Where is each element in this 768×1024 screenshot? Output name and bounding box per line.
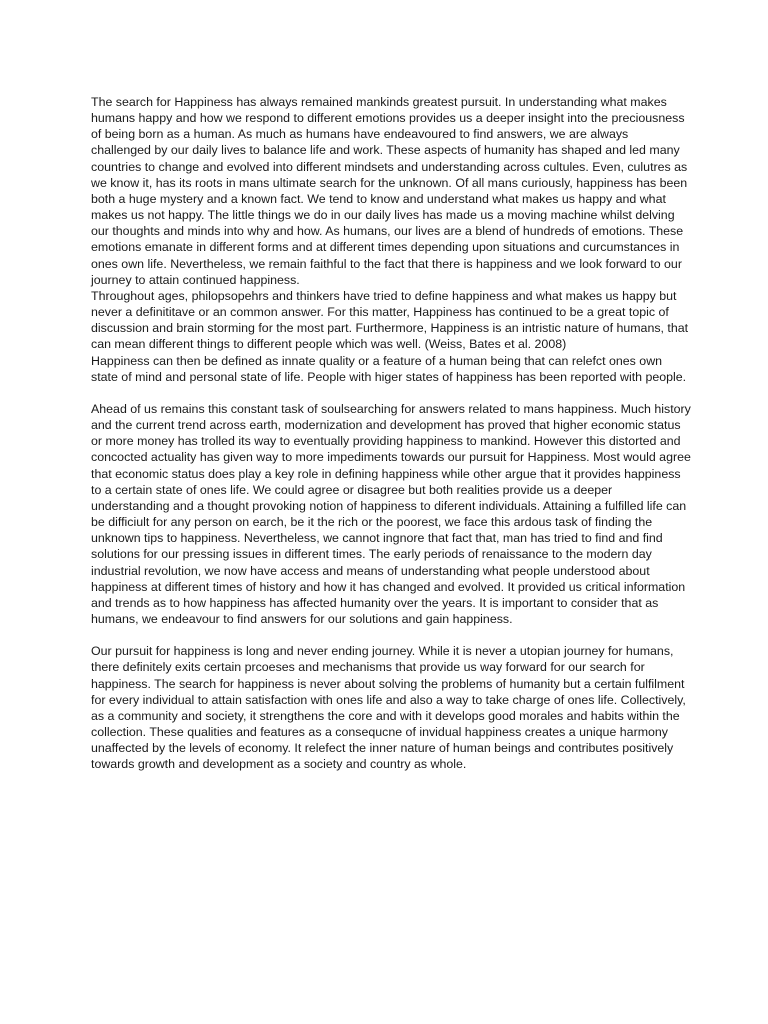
document-body (91, 94, 691, 773)
paragraph-spacer (91, 627, 691, 643)
paragraph-definition: Happiness can then be defined as innate quality or a feature of a human being that can relefct ones own state of mind and personal state of life. People with higer states of happiness has been reported with people. (91, 353, 687, 384)
paragraph-soulsearching: Ahead of us remains this constant task of soulsearching for answers related to mans happiness. Much history and the current trend across earth, modernization and development has proved that higher economic status or more money has trolled its way to eventually providing happiness to mankind. However this distorted and concocted actuality has given way to more impediments towards our pursuit for Happiness. Most would agree that economic status does play a key role in defining happiness while other argue that it provides happiness to a certain state of ones life. We could agree or disagree but both realities provide us a deeper understanding and a thought provoking notion of happiness to diferent individuals. Attaining a fulfilled life can be difficiult for any person on earch, be it the rich or the poorest, we face this ardous task of finding the unknown tips to happiness. Nevertheless, we cannot ingnore that fact that, man has tried to find and find solutions for our pressing issues in different times. The early periods of renaissance to the modern day industrial revolution, we now have access and means of understanding what people understood about happiness at different times of history and how it has changed and evolved. It provided us critical information and trends as to how happiness has affected humanity over the years. It is important to consider that as humans, we endeavour to find answers for our solutions and gain happiness. (91, 401, 691, 626)
paragraph-pursuit: Our pursuit for happiness is long and never ending journey. While it is never a utopian journey for humans, there definitely exits certain prcoeses and mechanisms that provide us way forward for our search for happiness. The search for happiness is never about solving the problems of humanity but a certain fulfilment for every individual to attain satisfaction with ones life and also a way to take charge of ones life. Collectively, as a community and society, it strengthens the core and with it develops good morales and habits within the collection. These qualities and features as a consequcne of invidual happiness creates a unique harmony unaffected by the levels of economy. It relefect the inner nature of human beings and contributes positively towards growth and development as a society and country as whole. (91, 644, 686, 772)
paragraph-intro: The search for Happiness has always remained mankinds greatest pursuit. In understanding what makes humans happy and how we respond to different emotions provides us a deeper insight into the preciousness of being born as a human. As much as humans have endeavoured to find answers, we are always challenged by our daily lives to balance life and work. These aspects of humanity has shaped and led many countries to change and evolved into different mindsets and understanding across cultules. Even, culutres as we know it, has its roots in mans ultimate search for the unknown. Of all mans curiously, happiness has been both a huge mystery and a known fact. We tend to know and understand what makes us happy and what makes us not happy. The little things we do in our daily lives has made us a moving machine whilst delving our thoughts and minds into why and how. As humans, our lives are a blend of hundreds of emotions. These emotions emanate in different forms and at different times depending upon situations and curcumstances in ones own life. Nevertheless, we remain faithful to the fact that there is happiness and we look forward to our journey to attain continued happiness. (91, 95, 688, 287)
paragraph-philosophers: Throughout ages, philopsopehrs and thinkers have tried to define happiness and what makes us happy but never a definititave or an common answer. For this matter, Happiness has continued to be a great topic of discussion and brain storming for the most part. Furthermore, Happiness is an intristic nature of humans, that can mean different things to different people which was well. (Weiss, Bates et al. 2008) (91, 288, 689, 352)
paragraph-spacer (91, 385, 691, 401)
